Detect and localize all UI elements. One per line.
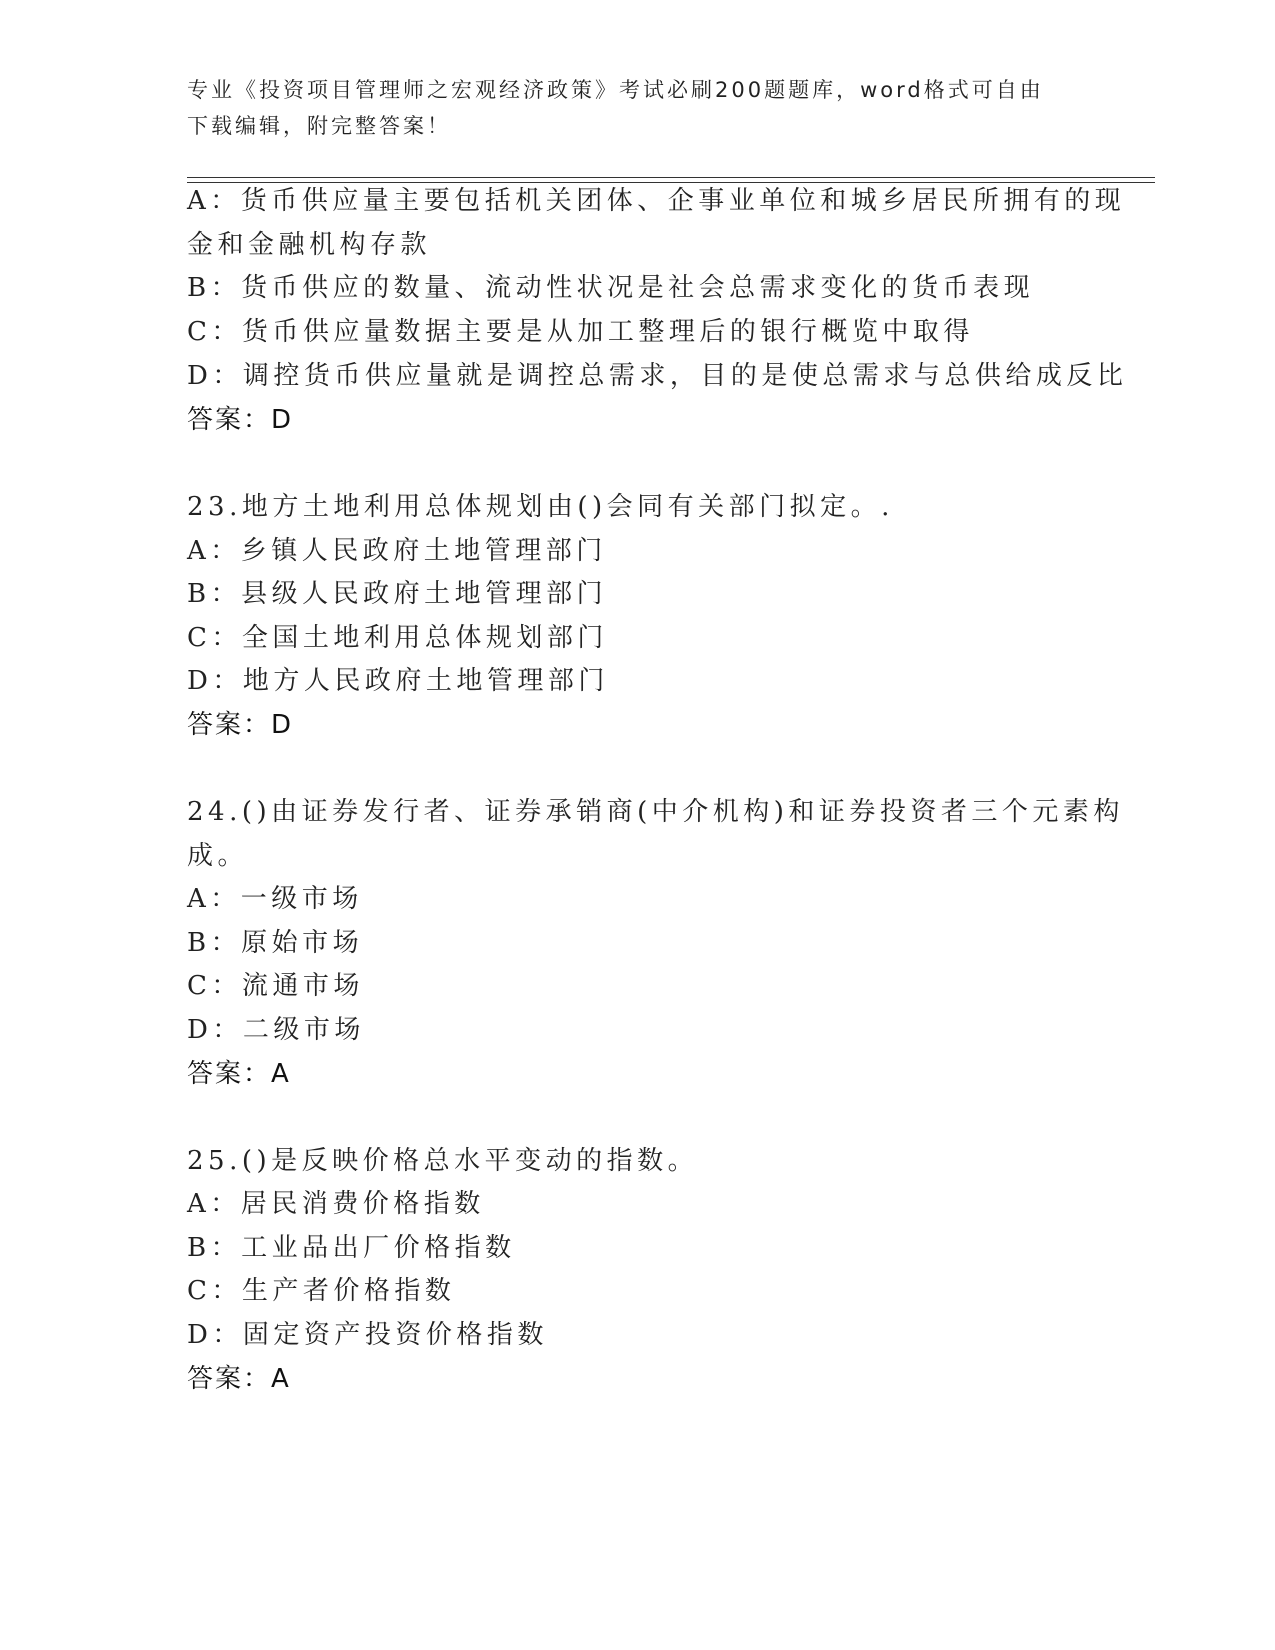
q25-option-c: C：生产者价格指数	[187, 1276, 456, 1306]
document-header	[187, 72, 1087, 144]
q23-option-b: B：县级人民政府土地管理部门	[187, 579, 608, 609]
q22-option-c: C：货币供应量数据主要是从加工整理后的银行概览中取得	[187, 317, 974, 347]
q25-option-d: D：固定资产投资价格指数	[187, 1320, 548, 1350]
q23-answer: 答案：D	[187, 710, 294, 740]
header-divider-top	[187, 177, 1155, 178]
q22-option-a-line-2: 金和金融机构存款	[187, 230, 432, 260]
q24-option-a: A：一级市场	[187, 884, 363, 914]
q23-question: 23.地方土地利用总体规划由()会同有关部门拟定。.	[187, 492, 894, 522]
q23-option-a: A：乡镇人民政府土地管理部门	[187, 536, 607, 566]
q25-question: 25.()是反映价格总水平变动的指数。	[187, 1146, 699, 1176]
q22-option-b: B：货币供应的数量、流动性状况是社会总需求变化的货币表现	[187, 273, 1035, 303]
q25-option-a: A：居民消费价格指数	[187, 1189, 485, 1219]
q25-option-b: B：工业品出厂价格指数	[187, 1233, 516, 1263]
q24-answer: 答案：A	[187, 1059, 291, 1089]
q24-option-c: C：流通市场	[187, 971, 364, 1001]
q22-answer: 答案：D	[187, 405, 294, 435]
q22-option-d: D：调控货币供应量就是调控总需求，目的是使总需求与总供给成反比	[187, 361, 1128, 391]
q25-answer: 答案：A	[187, 1364, 291, 1394]
header-title-line-1: 专业《投资项目管理师之宏观经济政策》考试必刷200题题库，word格式可自由	[187, 78, 1044, 102]
q23-option-d: D：地方人民政府土地管理部门	[187, 666, 609, 696]
header-title-line-2: 下载编辑，附完整答案！	[187, 114, 451, 138]
q22-option-a-line-1: A：货币供应量主要包括机关团体、企事业单位和城乡居民所拥有的现	[187, 186, 1126, 216]
q24-option-b: B：原始市场	[187, 928, 364, 958]
q24-question-line-2: 成。	[187, 841, 249, 871]
q24-option-d: D：二级市场	[187, 1015, 365, 1045]
q23-option-c: C：全国土地利用总体规划部门	[187, 623, 608, 653]
q24-question-line-1: 24.()由证券发行者、证券承销商(中介机构)和证券投资者三个元素构	[187, 797, 1124, 827]
